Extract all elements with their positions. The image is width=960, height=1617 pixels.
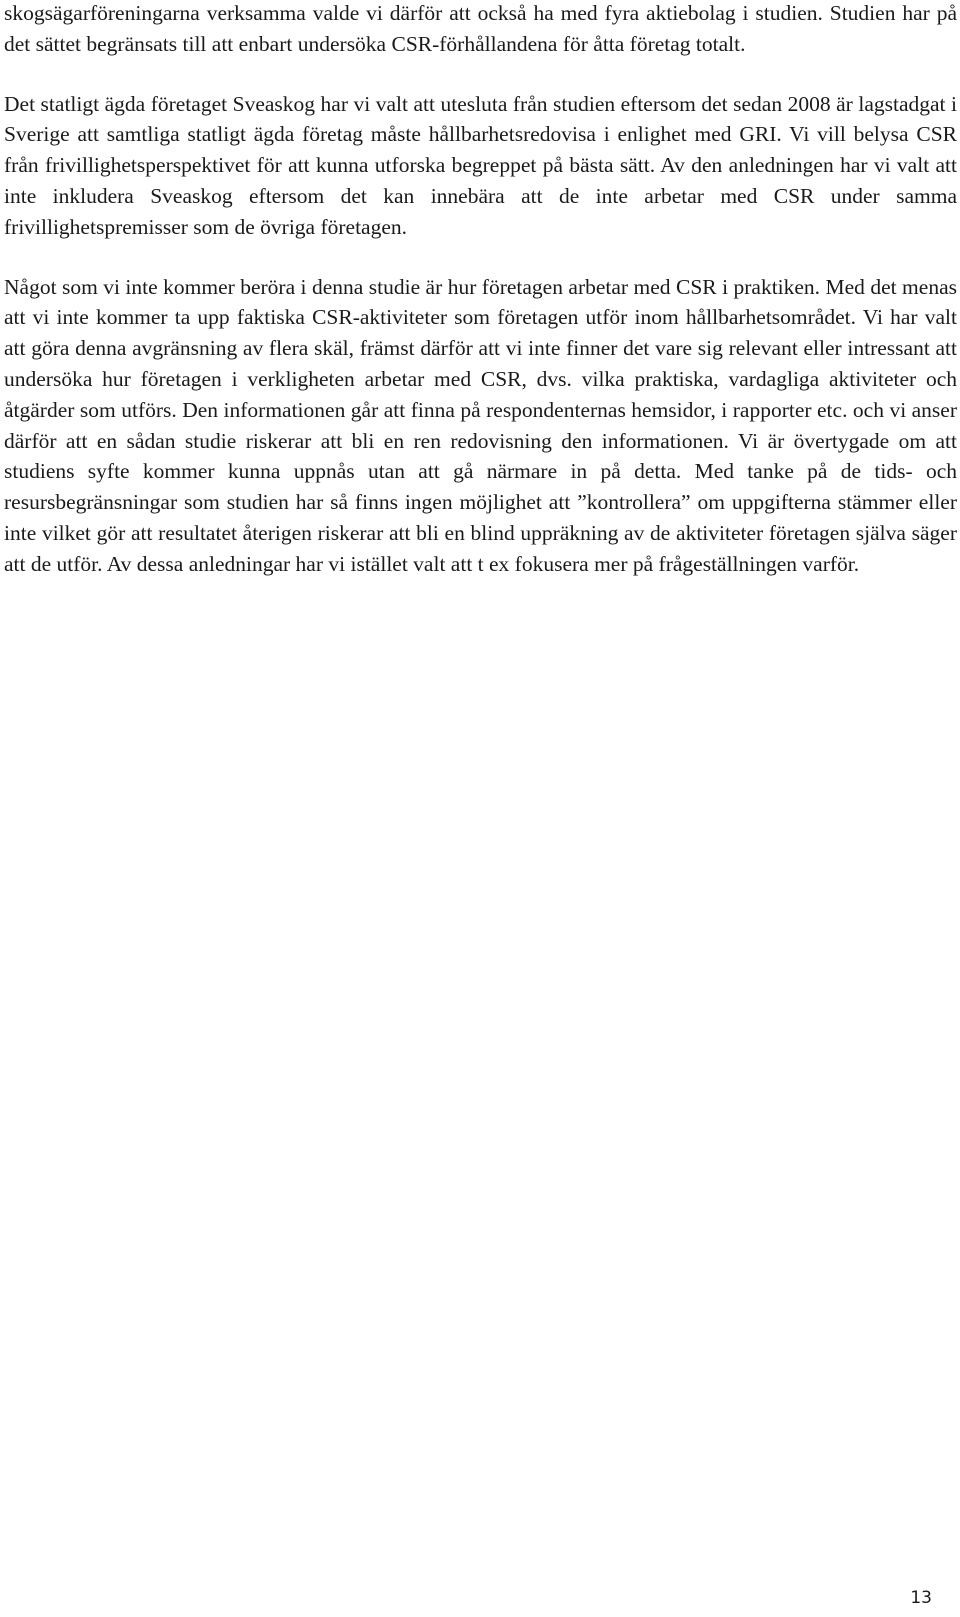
paragraph-3: Något som vi inte kommer beröra i denna studie är hur företagen arbetar med CSR i praktiken. Med det menas att vi inte kommer ta upp faktiska CSR-aktiviteter som företagen utför inom hållbarhetsområdet. Vi har valt att göra denna avgränsning av flera skäl, främst därför att vi inte finner det vare sig relevant eller intressant att undersöka hur företagen i verkligheten arbetar med CSR, dvs. vilka praktiska, vardagliga aktiviteter och åtgärder som utförs. Den informationen går att finna på respondenternas hemsidor, i rapporter etc. och vi anser därför att en sådan studie riskerar att bli en ren redovisning den informationen. Vi är övertygade om att studiens syfte kommer kunna uppnås utan att gå närmare in på detta. Med tanke på de tids- och resursbegränsningar som studien har så finns ingen möjlighet att ”kontrollera” om uppgifterna stämmer eller inte vilket gör att resultatet återigen riskerar att bli en blind uppräkning av de aktiviteter företagen själva säger att de utför. Av dessa anledningar har vi istället valt att t ex fokusera mer på frågeställningen varför. — [4, 274, 957, 576]
paragraph-1: skogsägarföreningarna verksamma valde vi därför att också ha med fyra aktiebolag i studien. Studien har på det sättet begränsats till att enbart undersöka CSR-förhållandena för åtta företag totalt. — [4, 1, 957, 56]
paragraph-2: Det statligt ägda företaget Sveaskog har vi valt att utesluta från studien eftersom det sedan 2008 är lagstadgat i Sverige att samtliga statligt ägda företag måste hållbarhetsredovisa i enlighet med GRI. Vi vill belysa CSR från frivillighetsperspektivet för att kunna utforska begreppet på bästa sätt. Av den anledningen har vi valt att inte inkludera Sveaskog eftersom det kan innebära att de inte arbetar med CSR under samma frivillighetspremisser som de övriga företagen. — [4, 91, 957, 239]
body-text — [4, 0, 957, 580]
page-number: 13 — [910, 1588, 932, 1608]
